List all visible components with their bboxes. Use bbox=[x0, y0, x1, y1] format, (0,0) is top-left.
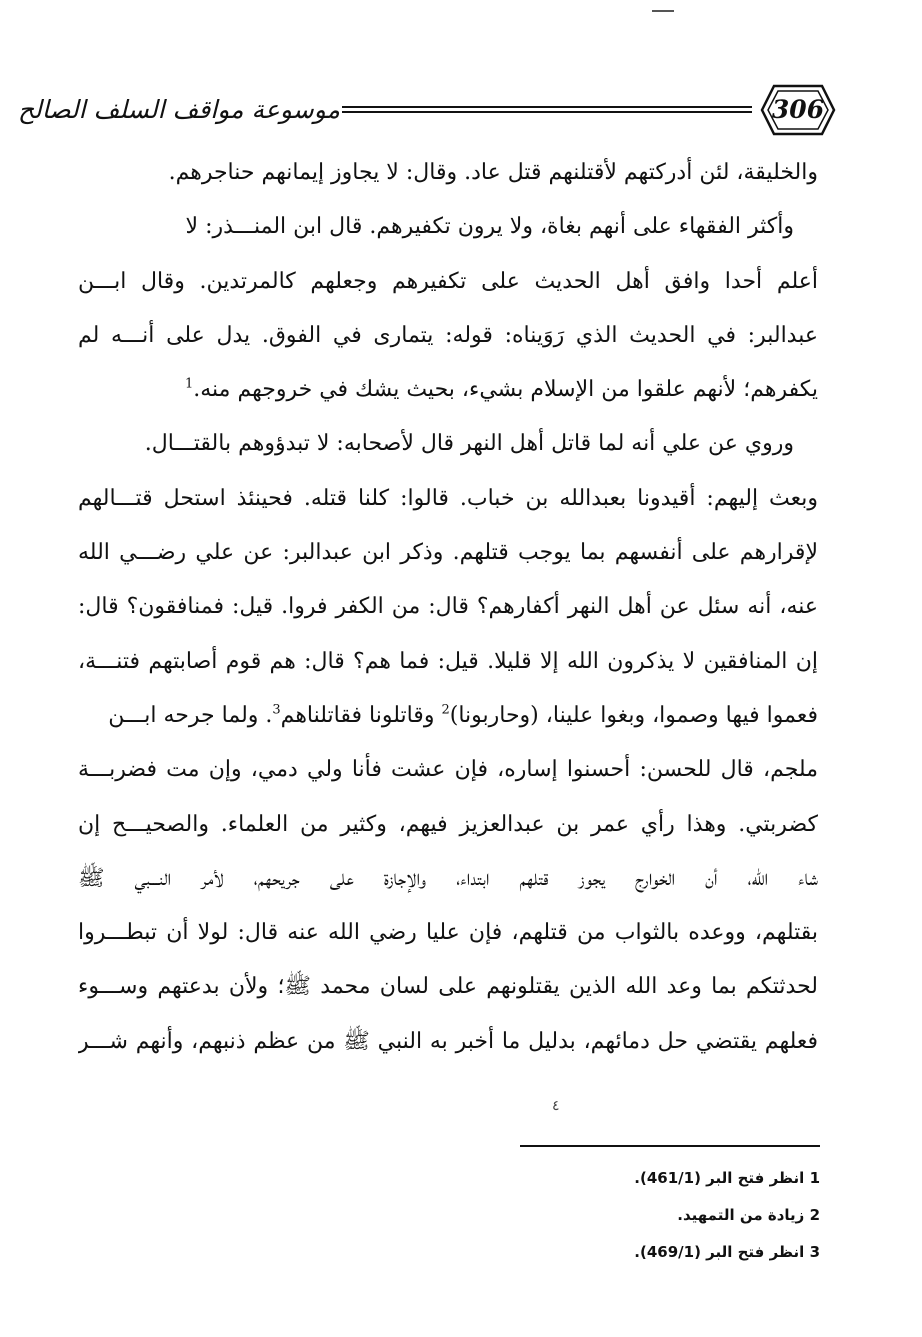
page-number-badge bbox=[752, 82, 844, 138]
footnote-text: انظر فتح البر (461/1). bbox=[634, 1169, 805, 1187]
text-line: وروي عن علي أنه لما قاتل أهل النهر قال لأصحابه: لا تبدؤوهم بالقتـــال. bbox=[144, 431, 794, 457]
footnote-number: 1 bbox=[809, 1169, 820, 1187]
text-line: وبعث إليهم: أقيدونا بعبدالله بن خباب. قالوا: كلنا قتله. فحينئذ استحل قتـــالهم bbox=[78, 485, 818, 511]
text-line: عنه، أنه سئل عن أهل النهر أكفارهم؟ قال: من الكفر فروا. قيل: فمنافقون؟ قال: bbox=[78, 594, 818, 620]
footnote bbox=[320, 1160, 820, 1197]
footnote-ref-2: 2 bbox=[441, 702, 450, 718]
header-rule bbox=[342, 106, 752, 108]
running-title: موسوعة مواقف السلف الصالح bbox=[17, 95, 340, 124]
footnotes bbox=[320, 1160, 820, 1271]
footnote bbox=[320, 1197, 820, 1234]
text-line: أعلم أحدا وافق أهل الحديث على تكفيرهم وجعلهم كالمرتدين. وقال ابـــن bbox=[78, 268, 818, 294]
page-header bbox=[17, 80, 840, 142]
text-line: بقتلهم، ووعده بالثواب من قتلهم، فإن عليا رضي الله عنه قال: لولا أن تبطـــروا bbox=[78, 920, 818, 946]
footnote-separator bbox=[520, 1145, 820, 1147]
footnote-number: 3 bbox=[809, 1243, 820, 1261]
text-segment: . ولما جرحه ابـــن bbox=[108, 702, 273, 728]
text-line: لحدثتكم بما وعد الله الذين يقتلونهم على لسان محمد ﷺ؛ ولأن بدعتهم وســـوء bbox=[78, 974, 818, 1000]
footnote-number: 2 bbox=[809, 1206, 820, 1224]
stray-mark: ٤ bbox=[552, 1098, 560, 1114]
text-line: لإقرارهم على أنفسهم بما يوجب قتلهم. وذكر ابن عبدالبر: عن علي رضـــي الله bbox=[78, 540, 818, 566]
footnote bbox=[320, 1234, 820, 1271]
text-line: كضربتي. وهذا رأي عمر بن عبدالعزيز فيهم، وكثير من العلماء. والصحيـــح إن bbox=[78, 811, 818, 837]
text-line: وأكثر الفقهاء على أنهم بغاة، ولا يرون تكفيرهم. قال ابن المنـــذر: لا bbox=[185, 214, 794, 240]
top-scan-mark bbox=[652, 10, 674, 12]
text-line bbox=[78, 363, 818, 417]
text-line bbox=[78, 689, 818, 743]
footnote-text: زيادة من التمهيد. bbox=[677, 1206, 805, 1224]
text-line: فعلهم يقتضي حل دمائهم، بدليل ما أخبر به النبي ﷺ من عظم ذنبهم، وأنهم شـــر bbox=[78, 1028, 818, 1054]
footnote-ref-3: 3 bbox=[272, 702, 281, 718]
text-line: ملجم، قال للحسن: أحسنوا إساره، فإن عشت فأنا ولي دمي، وإن مت فضربـــة bbox=[78, 757, 818, 783]
text-line: إن المنافقين لا يذكرون الله إلا قليلا. قيل: فما هم؟ قال: هم قوم أصابتهم فتنـــة، bbox=[78, 648, 818, 674]
text-line: عبدالبر: في الحديث الذي رَوَيناه: قوله: يتمارى في الفوق. يدل على أنـــه لم bbox=[78, 322, 818, 348]
text-line: والخليقة، لئن أدركتهم لأقتلنهم قتل عاد. وقال: لا يجاوز إيمانهم حناجرهم. bbox=[168, 160, 818, 185]
text-line-content: يكفرهم؛ لأنهم علقوا من الإسلام بشيء، بحيث يشك في خروجهم منه. bbox=[193, 377, 818, 403]
page-number: 306 bbox=[771, 95, 825, 124]
header-rule bbox=[342, 111, 752, 113]
text-segment: وقاتلونا فقاتلناهم bbox=[280, 702, 435, 728]
footnote-text: انظر فتح البر (469/1). bbox=[634, 1243, 805, 1261]
text-segment: فعموا فيها وصموا، وبغوا علينا، (وحاربونا) bbox=[449, 702, 818, 728]
main-text bbox=[78, 146, 818, 1069]
text-line: شاء الله، أن الخوارج يجوز قتلهم ابتداء، والإجازة على جريحهم، لأمر النـــبي ﷺ bbox=[78, 865, 818, 891]
footnote-ref-1: 1 bbox=[184, 376, 194, 392]
